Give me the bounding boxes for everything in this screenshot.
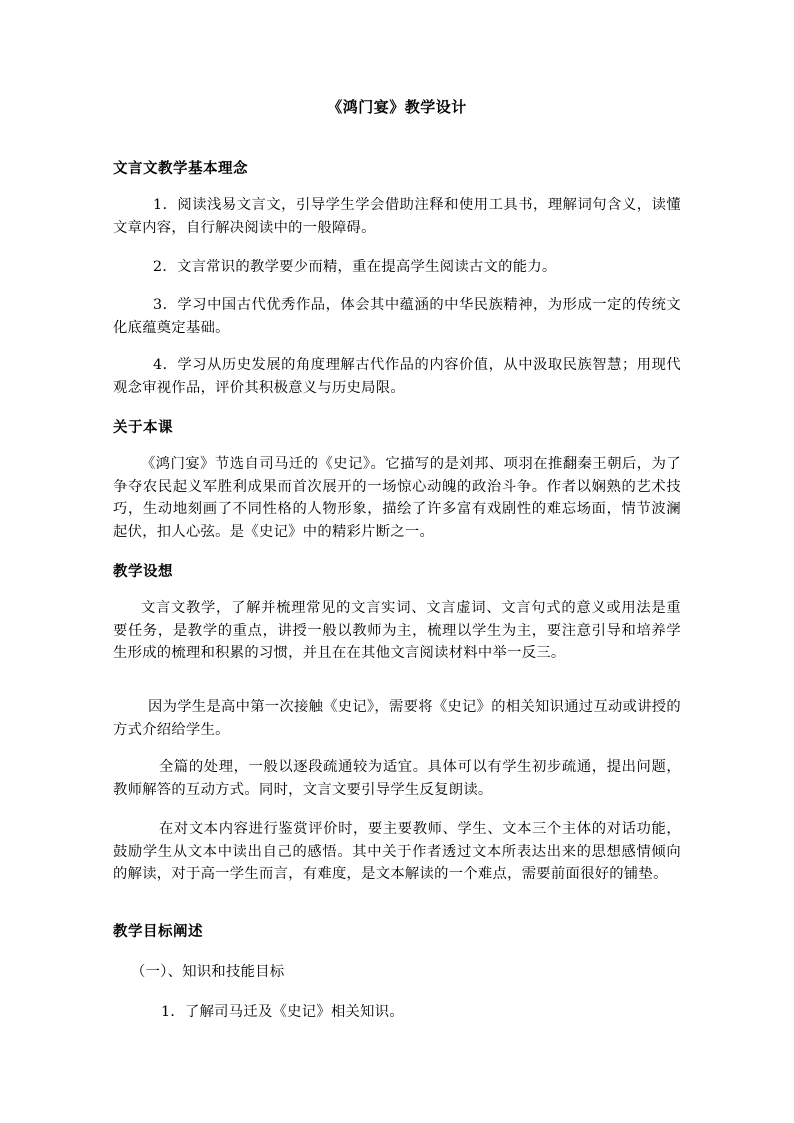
objectives-sub-heading: （一）、知识和技能目标: [131, 964, 285, 980]
philosophy-item-2: 2．文言常识的教学要少而精，重在提高学生阅读古文的能力。: [153, 259, 557, 275]
section-heading-teaching-objectives: 教学目标阐述: [113, 923, 203, 940]
teaching-idea-paragraph-4: 在对文本内容进行鉴赏评价时，要主要教师、学生、文本三个主体的对话功能，鼓励学生从文本中读出自己的感悟。其中关于作者透过文本所表达出来的思想感情倾向的解读，对于高一学生而言，有难度，是文本解读的一个难点，需要前面很好的铺垫。: [113, 821, 681, 882]
teaching-idea-paragraph-3: 全篇的处理，一般以逐段疏通较为适宜。具体可以有学生初步疏通，提出问题，教师解答的互动方式。同时，文言文要引导学生反复朗读。: [113, 759, 681, 798]
teaching-idea-paragraph-2: 因为学生是高中第一次接触《史记》，需要将《史记》的相关知识通过互动或讲授的方式介绍给学生。: [113, 699, 681, 738]
about-lesson-paragraph: 《鸿门宴》节选自司马迁的《史记》。它描写的是刘邦、项羽在推翻秦王朝后，为了争夺农民起义军胜利成果而首次展开的一场惊心动魄的政治斗争。作者以娴熟的艺术技巧，生动地刻画了不同性格的人物形象，描绘了许多富有戏剧性的难忘场面，情节波澜起伏，扣人心弦。是《史记》中的精彩片断之一。: [113, 456, 681, 540]
teaching-idea-paragraph-1: 文言文教学，了解并梳理常见的文言实词、文言虚词、文言句式的意义或用法是重要任务，是教学的重点，讲授一般以教师为主，梳理以学生为主，要注意引导和培养学生形成的梳理和积累的习惯，并且在在其他文言阅读材料中举一反三。: [113, 600, 681, 661]
section-heading-about-lesson: 关于本课: [113, 419, 173, 436]
objectives-item-1: 1．了解司马迁及《史记》相关知识。: [161, 1004, 404, 1020]
section-heading-teaching-philosophy: 文言文教学基本理念: [113, 160, 248, 177]
section-heading-teaching-ideas: 教学设想: [113, 563, 173, 580]
philosophy-item-1: 1．阅读浅易文言文，引导学生学会借助注释和使用工具书，理解词句含义，读懂文章内容，自行解决阅读中的一般障碍。: [113, 197, 681, 236]
philosophy-item-3: 3．学习中国古代优秀作品，体会其中蕴涵的中华民族精神，为形成一定的传统文化底蕴奠定基础。: [113, 297, 681, 336]
document-title: 《鸿门宴》教学设计: [327, 98, 467, 116]
philosophy-item-4: 4．学习从历史发展的角度理解古代作品的内容价值，从中汲取民族智慧；用现代观念审视作品，评价其积极意义与历史局限。: [113, 357, 681, 396]
